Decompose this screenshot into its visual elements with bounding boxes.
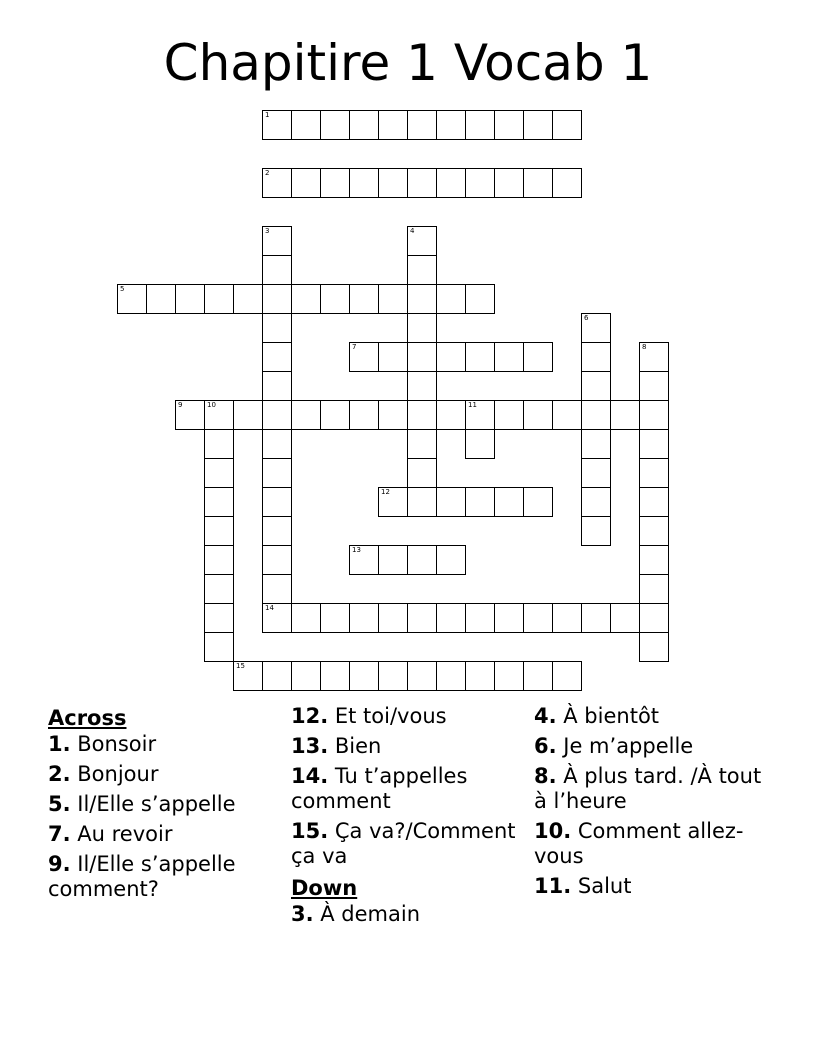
clue-item-text: Comment allez-vous — [534, 819, 744, 868]
clues-column-2 — [291, 704, 531, 932]
grid-cell[interactable] — [349, 284, 379, 314]
grid-cell[interactable] — [378, 487, 408, 517]
grid-cell[interactable] — [436, 661, 466, 691]
clue-item — [291, 764, 531, 814]
clue-item-text: À demain — [313, 902, 421, 926]
grid-cell[interactable] — [262, 574, 292, 604]
grid-cell[interactable] — [436, 284, 466, 314]
grid-cell[interactable] — [262, 226, 292, 256]
grid-cell[interactable] — [204, 545, 234, 575]
grid-cell[interactable] — [639, 342, 669, 372]
clue-item-text: Et toi/vous — [328, 704, 447, 728]
grid-cell[interactable] — [465, 661, 495, 691]
grid-cell[interactable] — [291, 603, 321, 633]
clue-item — [534, 764, 774, 814]
clue-item — [48, 732, 288, 757]
grid-cell[interactable] — [581, 487, 611, 517]
grid-cell[interactable] — [349, 342, 379, 372]
grid-cell[interactable] — [262, 400, 292, 430]
clue-item-number: 9. — [48, 852, 71, 876]
grid-cell[interactable] — [349, 603, 379, 633]
grid-cell[interactable] — [494, 110, 524, 140]
clue-item-number: 4. — [534, 704, 557, 728]
grid-cell[interactable] — [262, 110, 292, 140]
page-title: Chapitire 1 Vocab 1 — [163, 34, 653, 92]
grid-cell[interactable] — [552, 110, 582, 140]
grid-cell[interactable] — [204, 487, 234, 517]
grid-cell[interactable] — [378, 400, 408, 430]
clue-item — [291, 819, 531, 869]
clue-item-text: Il/Elle s’appelle comment? — [48, 852, 236, 901]
clue-item — [534, 819, 774, 869]
grid-cell[interactable] — [175, 284, 205, 314]
clue-item-number: 6. — [534, 734, 557, 758]
grid-cell[interactable] — [581, 371, 611, 401]
grid-cell[interactable] — [523, 342, 553, 372]
clue-item-number: 10. — [534, 819, 572, 843]
clue-item-number: 5. — [48, 792, 71, 816]
grid-cell[interactable] — [378, 545, 408, 575]
grid-cell[interactable] — [523, 400, 553, 430]
clue-item-number: 11. — [534, 874, 572, 898]
clue-item-number: 7. — [48, 822, 71, 846]
grid-cell[interactable] — [494, 661, 524, 691]
grid-cell[interactable] — [291, 661, 321, 691]
clue-number: 11 — [468, 401, 477, 409]
grid-cell[interactable] — [639, 603, 669, 633]
clue-number: 6 — [584, 314, 589, 322]
grid-cell[interactable] — [639, 487, 669, 517]
clue-number: 3 — [265, 227, 270, 235]
grid-cell[interactable] — [262, 284, 292, 314]
clue-number: 8 — [642, 343, 647, 351]
grid-cell[interactable] — [523, 110, 553, 140]
clues-column-3 — [534, 704, 774, 904]
grid-cell[interactable] — [262, 313, 292, 343]
clue-number: 9 — [178, 401, 183, 409]
grid-cell[interactable] — [523, 168, 553, 198]
grid-cell[interactable] — [407, 603, 437, 633]
grid-cell[interactable] — [407, 371, 437, 401]
grid-cell[interactable] — [262, 545, 292, 575]
grid-cell[interactable] — [320, 603, 350, 633]
grid-cell[interactable] — [204, 603, 234, 633]
grid-cell[interactable] — [436, 342, 466, 372]
grid-cell[interactable] — [204, 429, 234, 459]
clue-item-number: 1. — [48, 732, 71, 756]
grid-cell[interactable] — [407, 661, 437, 691]
grid-cell[interactable] — [378, 603, 408, 633]
clues-column-1 — [48, 704, 288, 907]
clue-item — [48, 762, 288, 787]
grid-cell[interactable] — [436, 545, 466, 575]
grid-cell[interactable] — [204, 632, 234, 662]
grid-cell[interactable] — [262, 429, 292, 459]
grid-cell[interactable] — [320, 284, 350, 314]
grid-cell[interactable] — [436, 400, 466, 430]
grid-cell[interactable] — [407, 284, 437, 314]
grid-cell[interactable] — [581, 342, 611, 372]
grid-cell[interactable] — [262, 603, 292, 633]
grid-cell[interactable] — [262, 168, 292, 198]
clue-number: 12 — [381, 488, 390, 496]
grid-cell[interactable] — [581, 516, 611, 546]
grid-cell[interactable] — [407, 110, 437, 140]
across-heading: Across — [48, 706, 127, 730]
grid-cell[interactable] — [262, 458, 292, 488]
grid-cell[interactable] — [291, 110, 321, 140]
grid-cell[interactable] — [552, 400, 582, 430]
clue-item-number: 8. — [534, 764, 557, 788]
clue-item — [534, 734, 774, 759]
grid-cell[interactable] — [204, 284, 234, 314]
grid-cell[interactable] — [175, 400, 205, 430]
grid-cell[interactable] — [320, 661, 350, 691]
grid-cell[interactable] — [465, 342, 495, 372]
grid-cell[interactable] — [494, 342, 524, 372]
grid-cell[interactable] — [262, 255, 292, 285]
grid-cell[interactable] — [262, 661, 292, 691]
clue-number: 13 — [352, 546, 361, 554]
clue-item — [534, 704, 774, 729]
grid-cell[interactable] — [639, 429, 669, 459]
grid-cell[interactable] — [349, 545, 379, 575]
grid-cell[interactable] — [639, 371, 669, 401]
grid-cell[interactable] — [436, 168, 466, 198]
grid-cell[interactable] — [465, 284, 495, 314]
grid-cell[interactable] — [610, 400, 640, 430]
clue-item-number: 13. — [291, 734, 329, 758]
grid-cell[interactable] — [639, 458, 669, 488]
grid-cell[interactable] — [407, 545, 437, 575]
grid-cell[interactable] — [378, 168, 408, 198]
clue-item — [48, 822, 288, 847]
clue-item-text: Il/Elle s’appelle — [70, 792, 236, 816]
grid-cell[interactable] — [494, 487, 524, 517]
grid-cell[interactable] — [436, 487, 466, 517]
grid-cell[interactable] — [523, 661, 553, 691]
grid-cell[interactable] — [349, 661, 379, 691]
grid-cell[interactable] — [407, 168, 437, 198]
clue-item — [291, 734, 531, 759]
grid-cell[interactable] — [378, 110, 408, 140]
clue-item-text: Bonjour — [70, 762, 159, 786]
grid-cell[interactable] — [407, 255, 437, 285]
grid-cell[interactable] — [320, 400, 350, 430]
grid-cell[interactable] — [204, 574, 234, 604]
grid-cell[interactable] — [581, 458, 611, 488]
clue-item-number: 2. — [48, 762, 71, 786]
grid-cell[interactable] — [378, 661, 408, 691]
grid-cell[interactable] — [639, 574, 669, 604]
grid-cell[interactable] — [320, 110, 350, 140]
grid-cell[interactable] — [552, 168, 582, 198]
grid-cell[interactable] — [204, 400, 234, 430]
grid-cell[interactable] — [639, 516, 669, 546]
clue-item-text: Au revoir — [70, 822, 173, 846]
clue-number: 10 — [207, 401, 216, 409]
grid-cell[interactable] — [436, 110, 466, 140]
grid-cell[interactable] — [436, 603, 466, 633]
grid-cell[interactable] — [407, 313, 437, 343]
clue-number: 5 — [120, 285, 125, 293]
grid-cell[interactable] — [262, 516, 292, 546]
clue-number: 1 — [265, 111, 270, 119]
clue-item — [291, 902, 531, 927]
clue-item-text: Tu t’appelles comment — [291, 764, 468, 813]
grid-cell[interactable] — [523, 603, 553, 633]
down-heading: Down — [291, 876, 358, 900]
clue-item — [48, 852, 288, 902]
grid-cell[interactable] — [465, 603, 495, 633]
clue-item — [534, 874, 774, 899]
grid-cell[interactable] — [639, 632, 669, 662]
grid-cell[interactable] — [610, 603, 640, 633]
clue-item-number: 12. — [291, 704, 329, 728]
clue-item-number: 3. — [291, 902, 314, 926]
grid-cell[interactable] — [465, 429, 495, 459]
clue-number: 14 — [265, 604, 274, 612]
grid-cell[interactable] — [407, 226, 437, 256]
grid-cell[interactable] — [262, 371, 292, 401]
grid-cell[interactable] — [291, 284, 321, 314]
grid-cell[interactable] — [581, 313, 611, 343]
clue-item-text: Ça va?/Comment ça va — [291, 819, 516, 868]
grid-cell[interactable] — [378, 342, 408, 372]
clue-item-text: Salut — [571, 874, 632, 898]
grid-cell[interactable] — [291, 400, 321, 430]
clue-item-text: À bientôt — [556, 704, 660, 728]
grid-cell[interactable] — [349, 110, 379, 140]
clue-item — [48, 792, 288, 817]
clue-item-text: Bien — [328, 734, 382, 758]
clue-item — [291, 704, 531, 729]
grid-cell[interactable] — [378, 284, 408, 314]
grid-cell[interactable] — [407, 487, 437, 517]
grid-cell[interactable] — [494, 400, 524, 430]
clue-item-number: 15. — [291, 819, 329, 843]
grid-cell[interactable] — [262, 487, 292, 517]
grid-cell[interactable] — [407, 429, 437, 459]
clue-item-text: Bonsoir — [70, 732, 157, 756]
grid-cell[interactable] — [349, 168, 379, 198]
grid-cell[interactable] — [233, 661, 263, 691]
grid-cell[interactable] — [233, 400, 263, 430]
grid-cell[interactable] — [465, 400, 495, 430]
grid-cell[interactable] — [204, 516, 234, 546]
grid-cell[interactable] — [581, 429, 611, 459]
grid-cell[interactable] — [291, 168, 321, 198]
clue-number: 15 — [236, 662, 245, 670]
grid-cell[interactable] — [262, 342, 292, 372]
grid-cell[interactable] — [407, 342, 437, 372]
grid-cell[interactable] — [146, 284, 176, 314]
clue-number: 2 — [265, 169, 270, 177]
grid-cell[interactable] — [320, 168, 350, 198]
clue-item-text: À plus tard. /À tout à l’heure — [534, 764, 762, 813]
grid-cell[interactable] — [581, 603, 611, 633]
grid-cell[interactable] — [639, 400, 669, 430]
clue-item-text: Je m’appelle — [556, 734, 694, 758]
grid-cell[interactable] — [407, 400, 437, 430]
grid-cell[interactable] — [204, 458, 234, 488]
grid-cell[interactable] — [639, 545, 669, 575]
clue-item-number: 14. — [291, 764, 329, 788]
grid-cell[interactable] — [117, 284, 147, 314]
grid-cell[interactable] — [494, 168, 524, 198]
clue-number: 7 — [352, 343, 357, 351]
grid-cell[interactable] — [523, 487, 553, 517]
grid-cell[interactable] — [465, 487, 495, 517]
grid-cell[interactable] — [494, 603, 524, 633]
grid-cell[interactable] — [581, 400, 611, 430]
grid-cell[interactable] — [233, 284, 263, 314]
grid-cell[interactable] — [552, 603, 582, 633]
grid-cell[interactable] — [465, 110, 495, 140]
grid-cell[interactable] — [407, 458, 437, 488]
grid-cell[interactable] — [465, 168, 495, 198]
grid-cell[interactable] — [349, 400, 379, 430]
grid-cell[interactable] — [552, 661, 582, 691]
clue-number: 4 — [410, 227, 415, 235]
